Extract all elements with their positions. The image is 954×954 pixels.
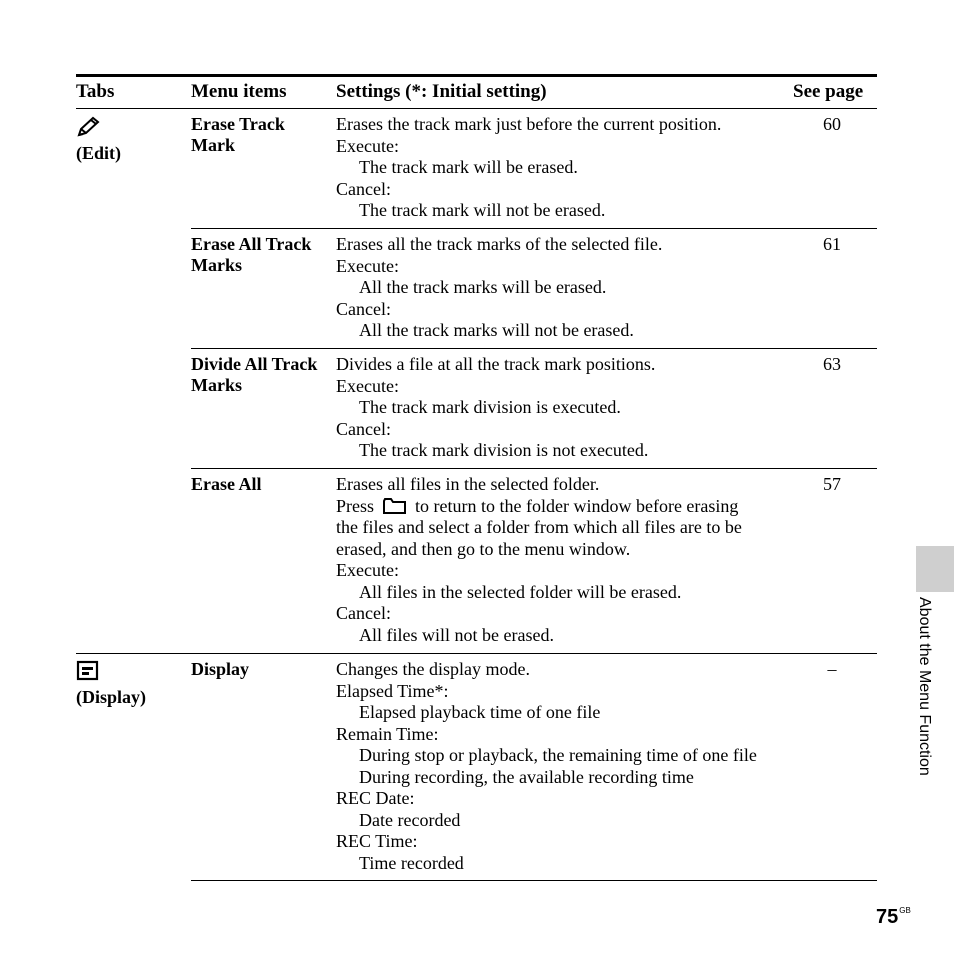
- setting-line: Erases all files in the selected folder.: [336, 474, 600, 494]
- menu-item-display: [191, 659, 331, 680]
- setting-line: Cancel:: [336, 298, 391, 319]
- menu-item-line: Marks: [191, 375, 242, 395]
- tab-edit: [76, 116, 121, 164]
- menu-item-erase-track-mark: [191, 114, 331, 156]
- header-see-page: See page: [793, 81, 864, 102]
- pencil-icon: [76, 116, 102, 138]
- setting-line: All the track marks will be erased.: [359, 277, 607, 297]
- table-top-rule: [76, 74, 877, 77]
- setting-line: The track mark division is executed.: [359, 397, 621, 417]
- setting-line: Execute:: [336, 135, 399, 156]
- see-page-value: 57: [823, 474, 841, 494]
- menu-item-line: Erase All: [191, 474, 262, 494]
- setting-line: REC Date:: [336, 788, 415, 808]
- see-page-value: –: [827, 659, 837, 679]
- setting-line: Cancel:: [336, 418, 391, 439]
- page-number-value: 75: [876, 906, 899, 928]
- setting-line-end: to return to the folder window before erasing: [415, 495, 739, 516]
- setting-line: Remain Time:: [336, 723, 439, 744]
- setting-line: the files and select a folder from which all files are to be: [336, 517, 742, 537]
- setting-line: The track mark will not be erased.: [359, 200, 606, 220]
- row-rule: [191, 228, 877, 229]
- settings-cell: [336, 354, 796, 462]
- setting-line-start: Press: [336, 495, 375, 516]
- setting-line: All the track marks will not be erased.: [359, 320, 634, 340]
- row-rule: [191, 880, 877, 881]
- setting-line: The track mark will be erased.: [359, 157, 578, 177]
- setting-line: The track mark division is not executed.: [359, 440, 649, 460]
- menu-item-line: Divide All Track: [191, 354, 318, 374]
- setting-line: Cancel:: [336, 178, 391, 199]
- menu-item-erase-all-track-marks: [191, 234, 331, 276]
- tab-edit-label: (Edit): [76, 143, 121, 163]
- row-rule: [191, 348, 877, 349]
- menu-item-line: Mark: [191, 135, 235, 155]
- menu-item-erase-all: [191, 474, 331, 495]
- header-tabs: Tabs: [76, 81, 115, 102]
- header-settings: Settings (*: Initial setting): [336, 81, 547, 102]
- setting-line: During recording, the available recording time: [359, 766, 694, 787]
- settings-cell: [336, 234, 796, 342]
- setting-line: Elapsed Time*:: [336, 680, 449, 701]
- menu-item-line: Erase Track: [191, 114, 285, 134]
- see-page-value: 60: [823, 114, 841, 134]
- setting-line: [336, 496, 796, 518]
- menu-item-line: Erase All Track: [191, 234, 312, 254]
- page-number: [876, 906, 911, 929]
- settings-cell: [336, 659, 796, 874]
- display-icon: [76, 660, 102, 682]
- setting-line: Changes the display mode.: [336, 659, 530, 679]
- page-number-suffix: GB: [899, 906, 911, 915]
- tab-display: [76, 660, 146, 708]
- setting-line: Execute:: [336, 255, 399, 276]
- see-page-value: 61: [823, 234, 841, 254]
- setting-line: All files in the selected folder will be erased.: [359, 581, 682, 602]
- setting-line: All files will not be erased.: [359, 624, 554, 645]
- setting-line: Date recorded: [359, 809, 461, 830]
- menu-item-line: Marks: [191, 255, 242, 275]
- header-menu-items: Menu items: [191, 81, 287, 102]
- setting-line: Execute:: [336, 560, 399, 580]
- see-page-value: 63: [823, 354, 841, 374]
- folder-icon: [382, 497, 408, 515]
- row-rule: [191, 468, 877, 469]
- table-header: [76, 80, 877, 108]
- section-tab-label: About the Menu Function: [916, 597, 933, 776]
- section-tab-marker: [916, 546, 954, 592]
- setting-line: Divides a file at all the track mark positions.: [336, 354, 656, 374]
- setting-line: Erases the track mark just before the current position.: [336, 114, 722, 134]
- setting-line: Erases all the track marks of the selected file.: [336, 234, 663, 254]
- setting-line: During stop or playback, the remaining time of one file: [359, 745, 757, 765]
- settings-cell: [336, 114, 796, 222]
- row-rule: [76, 653, 877, 654]
- setting-line: Time recorded: [359, 852, 464, 873]
- setting-line: REC Time:: [336, 831, 418, 851]
- setting-line: Elapsed playback time of one file: [359, 702, 601, 722]
- tab-display-label: (Display): [76, 687, 147, 707]
- settings-cell: [336, 474, 796, 646]
- menu-item-line: Display: [191, 659, 250, 679]
- setting-line: Cancel:: [336, 603, 391, 623]
- menu-item-divide-all-track-marks: [191, 354, 331, 396]
- header-rule: [76, 108, 877, 109]
- setting-line: Execute:: [336, 375, 399, 396]
- setting-line: erased, and then go to the menu window.: [336, 538, 631, 559]
